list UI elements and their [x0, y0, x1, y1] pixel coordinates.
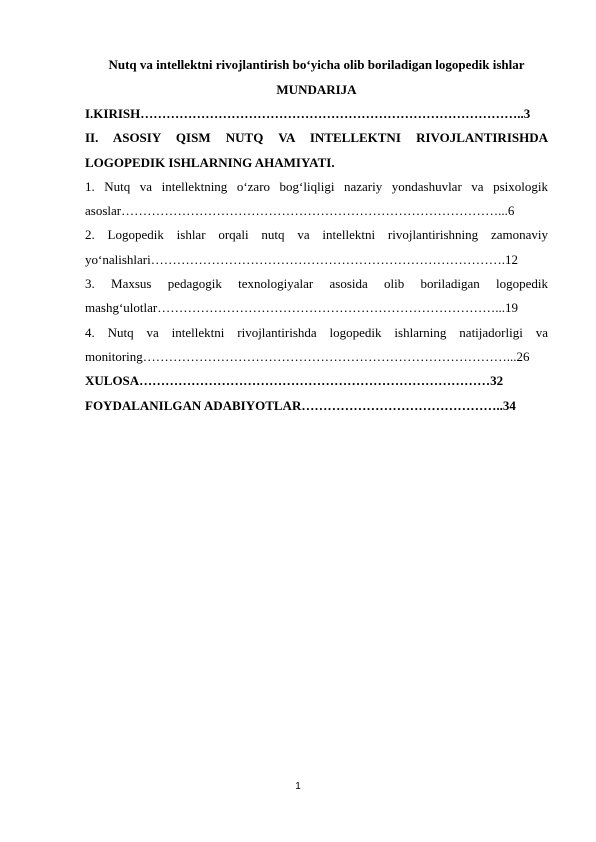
toc-entry-section2-line1: II. ASOSIY QISM NUTQ VA INTELLEKTNI RIVOJLANTIRISHDA [85, 130, 548, 146]
toc-entry-item4-line1: 4. Nutq va intellektni rivojlantirishda logopedik ishlarning natijadorligi va [85, 324, 548, 340]
page-number: 1 [295, 781, 301, 792]
toc-entry-kirish: I.KIRISH……………………………………………………………………………..3 [85, 106, 531, 121]
toc-entry-item3-line2: mashg‘ulotlar……………………………………………………………………...19 [85, 300, 518, 316]
table-of-contents [85, 106, 548, 422]
toc-entry-section2-line2: LOGOPEDIK ISHLARNING AHAMIYATI. [85, 154, 335, 170]
toc-heading: MUNDARIJA [276, 82, 357, 97]
toc-entry-xulosa: XULOSA………………………………………………………………………32 [85, 373, 504, 389]
toc-entry-item1-line1: 1. Nutq va intellektning o‘zaro bog‘liqligi nazariy yondashuvlar va psixologik [85, 178, 548, 194]
toc-entry-item3-line1: 3. Maxsus pedagogik texnologiyalar asosida olib boriladigan logopedik [85, 276, 548, 292]
toc-entry-item2-line1: 2. Logopedik ishlar orqali nutq va intellektni rivojlantirishning zamonaviy [85, 227, 548, 243]
toc-entry-item2-line2: yo‘nalishlari……………………………………………………………………….12 [85, 251, 518, 267]
toc-entry-item1-line2: asoslar……………………………………………………………………………...6 [85, 203, 515, 219]
toc-entry-item4-line2: monitoring…………………………………………………………………………...26 [85, 348, 530, 364]
toc-entry-adabiyotlar: FOYDALANILGAN ADABIYOTLAR………………………………………..34 [85, 397, 516, 413]
document-title: Nutq va intellektni rivojlantirish bo‘yicha olib boriladigan logopedik ishlar [108, 57, 525, 72]
